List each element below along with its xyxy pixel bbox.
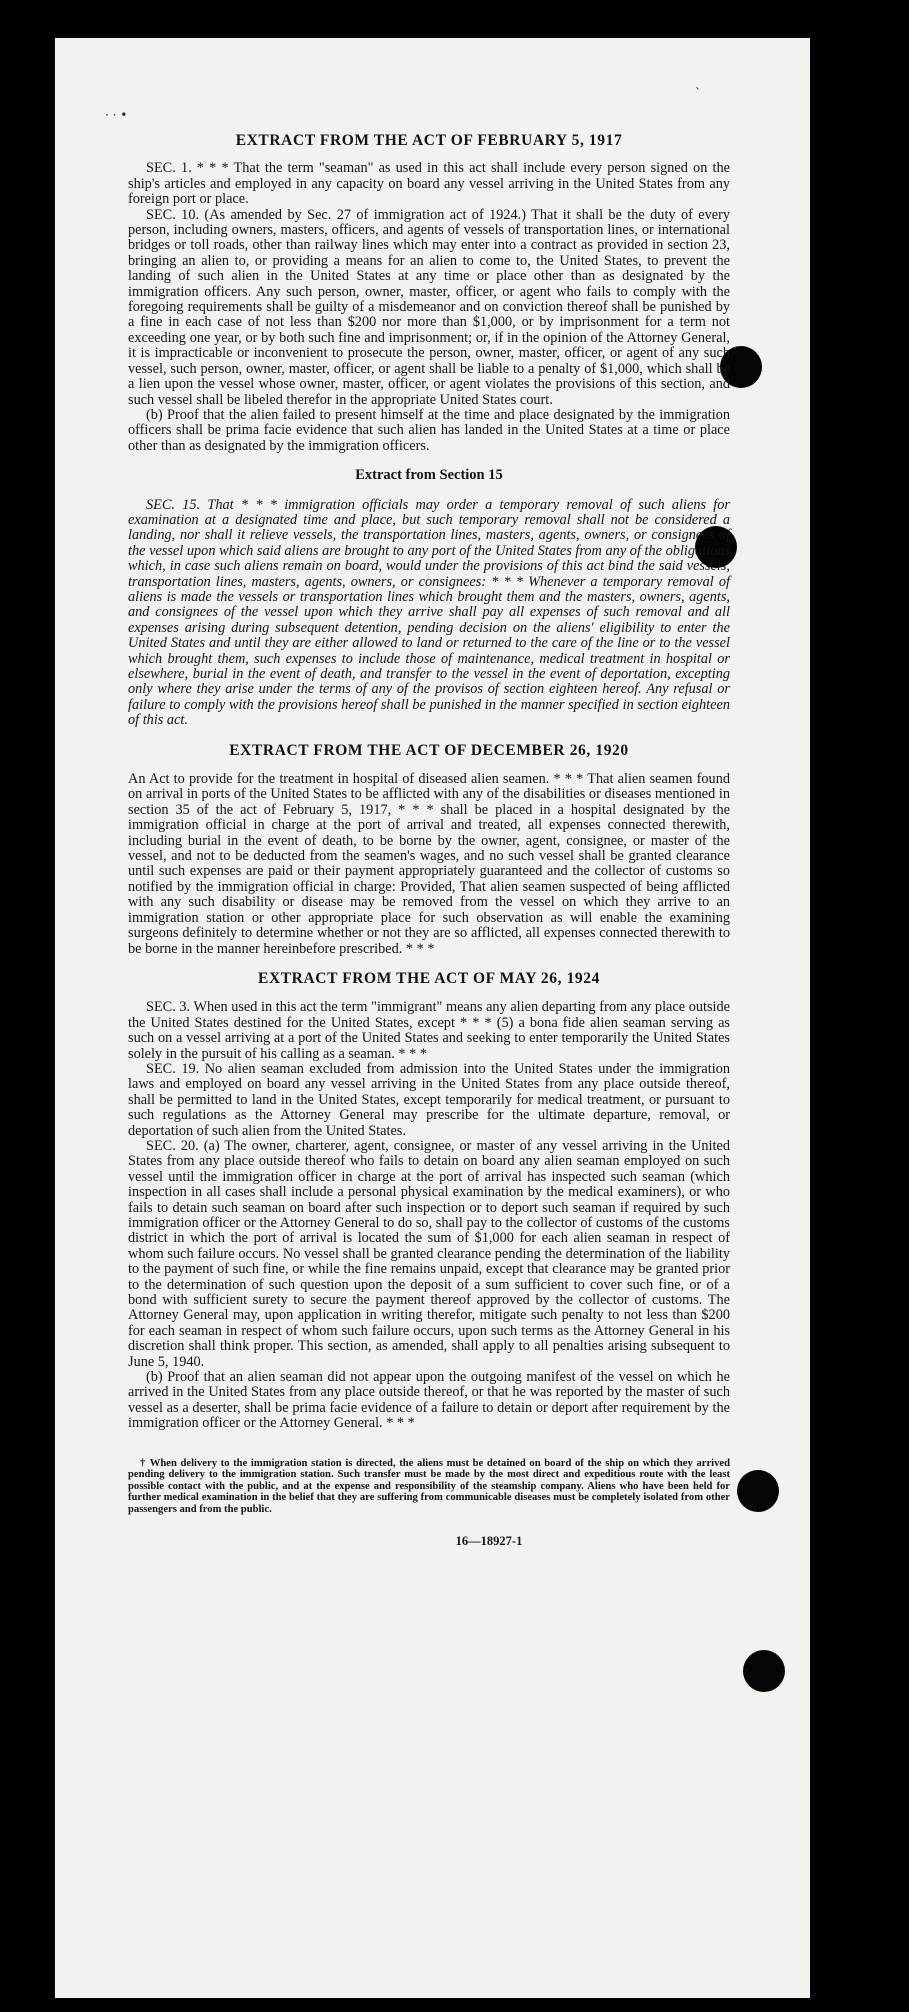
section-20-a: SEC. 20. (a) The owner, charterer, agent, consignee, or master of any vessel arriving in the United States from any place outside thereof who fails to detain on board any alien seaman employed on such vessel until the immigration officer in charge at the port of arrival has inspected such seaman (which inspection in all cases shall include a personal physical examination by the medical examiners), or who fails to detain such seaman on board after such inspection or to deport such seaman if required by such immigration officer or the Attorney General to do so, shall pay to the collector of customs of the customs district in which the port of arrival is located the sum of $1,000 for each alien seaman in respect of whom such failure occurs. No vessel shall be granted clearance pending the determination of the liability to the payment of such fine, or while the fine remains unpaid, except that clearance may be granted prior to the determination of such question upon the deposit of a sum sufficient to cover such fine, or of a bond with sufficient surety to secure the payment thereof approved by the collector of customs. The Attorney General may, upon application in writing therefor, mitigate such penalty to not less than $200 for each seaman in respect of whom such failure occurs, upon such terms as the Attorney General in his discretion shall think proper. This section, as amended, shall apply to all penalties arising subsequent to June 5, 1940. [128, 1137, 730, 1370]
heading-act-1920: EXTRACT FROM THE ACT OF DECEMBER 26, 1920 [229, 741, 629, 759]
document-body [128, 133, 730, 1549]
punch-hole [743, 1650, 785, 1692]
section-1: SEC. 1. * * * That the term "seaman" as used in this act shall include every person signed on the ship's articles and employed in any capacity on board any vessel arriving in the United States from any foreign port or place. [128, 160, 730, 208]
section-10: SEC. 10. (As amended by Sec. 27 of immigration act of 1924.) That it shall be the duty of every person, including owners, masters, officers, and agents of vessels of transportation lines, or international bridges or toll roads, other than railway lines which may enter into a contract as provided in section 23, bringing an alien to, or providing a means for an alien to come to, the United States, to prevent the landing of such alien in the United States at any time or place other than as designated by the immigration officers. Any such person, owner, master, officer, or agent who fails to comply with the foregoing requirements shall be guilty of a misdemeanor and on conviction thereof shall be punished by a fine in each case of not less than $200 nor more than $1,000, or by imprisonment for a term not exceeding one year, or by both such fine and imprisonment; or, if in the opinion of the Attorney General, it is impracticable or inconvenient to prosecute the person, owner, master, officer, or agent of any such vessel, such person, owner, master, officer, or agent shall be liable to a penalty of $1,000, which shall be a lien upon the vessel whose owner, master, officer, or agent violates the provisions of this section, and such vessel shall be libeled therefor in the appropriate United States court. [128, 206, 730, 408]
scan-speck: ` [695, 86, 701, 100]
footnote [128, 1458, 730, 1516]
section-3: SEC. 3. When used in this act the term "immigrant" means any alien departing from any place outside the United States destined for the United States, except * * * (5) a bona fide alien seaman serving as such on a vessel arriving at a port of the United States and seeking to enter temporarily the United States solely in the pursuit of his calling as a seaman. * * * [128, 999, 730, 1062]
heading-section-15: Extract from Section 15 [355, 467, 503, 484]
form-number: 16—18927-1 [455, 1533, 523, 1548]
act-1920-text: An Act to provide for the treatment in hospital of diseased alien seamen. * * * That alien seamen found on arrival in ports of the United States to be afflicted with any of the disabilities or diseases mentioned in section 35 of the act of February 5, 1917, * * * shall be placed in a hospital designated by the immigration official in charge at the port of arrival and treated, all expenses connected therewith, including burial in the event of death, to be borne by the owner, agent, consignee, or master of the vessel, and not to be deducted from the seamen's wages, and no such vessel shall be granted clearance until such expenses are paid or their payment appropriately guaranteed and the collector of customs so notified by the immigration official in charge: Provided, That alien seamen suspected of being afflicted with any such disability or disease may be removed from the vessel on which they arrive to an immigration station or other appropriate place for such observation as will enable the examining surgeons definitely to determine whether or not they are so afflicted, all expenses connected therewith to be borne in the manner hereinbefore prescribed. * * * [128, 771, 730, 957]
heading-act-1924: EXTRACT FROM THE ACT OF MAY 26, 1924 [258, 969, 600, 987]
footnote-text: † When delivery to the immigration station is directed, the aliens must be detained on board of the ship on which they arrived pending delivery to the immigration station. Such transfer must be made by the most direct and expeditious route with the least possible contact with the public, and at the expense and responsibility of the steamship company. Aliens who have been held for further medical examination in the belief that they are suffering from communicable diseases must be completely isolated from other passengers and from the public. [128, 1457, 730, 1516]
heading-act-1917: EXTRACT FROM THE ACT OF FEBRUARY 5, 1917 [235, 132, 623, 149]
section-15: SEC. 15. That * * * immigration officials may order a temporary removal of such aliens for examination at a designated time and place, but such temporary removal shall not be considered a landing, nor shall it relieve vessels, the transportation lines, masters, agents, owners, or consignees of the vessel upon which said aliens are brought to any port of the United States from any of the obligations which, in case such aliens remain on board, would under the provisions of this act bind the said vessels, transportation lines, masters, agents, owners, or consignees: * * * Whenever a temporary removal of aliens is made the vessels or transportation lines which brought them and the masters, owners, agents, and consignees of the vessel upon which they arrive shall pay all expenses of such removal and all expenses arising during subsequent detention, pending decision on the aliens' eligibility to enter the United States and until they are either allowed to land or returned to the care of the line or to the vessel which brought them, such expenses to include those of maintenance, medical treatment in hospital or elsewhere, burial in the event of death, and transfer to the vessel in the event of deportation, excepting only where they arise under the terms of any of the provisos of section eighteen hereof. Any refusal or failure to comply with the provisions hereof shall be punished in the manner specified in section eighteen of this act. [128, 496, 730, 729]
section-20-b: (b) Proof that an alien seaman did not appear upon the outgoing manifest of the vessel on which he arrived in the United States from any place outside thereof, or that he was reported by the master of such vessel as a deserter, shall be prima facie evidence of a failure to detain or deport after requirement by the immigration officer or the Attorney General. * * * [128, 1369, 730, 1432]
section-10-b: (b) Proof that the alien failed to present himself at the time and place designated by the immigration officers shall be prima facie evidence that such alien has landed in the United States at a time or place other than as designated by the immigration officers. [128, 406, 730, 454]
document-page [55, 38, 810, 1998]
punch-hole [737, 1470, 779, 1512]
scan-speck: · · • [105, 108, 128, 122]
section-19: SEC. 19. No alien seaman excluded from admission into the United States under the immigration laws and employed on board any vessel arriving in the United States from any place outside thereof, shall be permitted to land in the United States, except temporarily for medical treatment, or pursuant to such regulations as the Attorney General may prescribe for the ultimate departure, removal, or deportation of such alien from the United States. [128, 1060, 730, 1139]
